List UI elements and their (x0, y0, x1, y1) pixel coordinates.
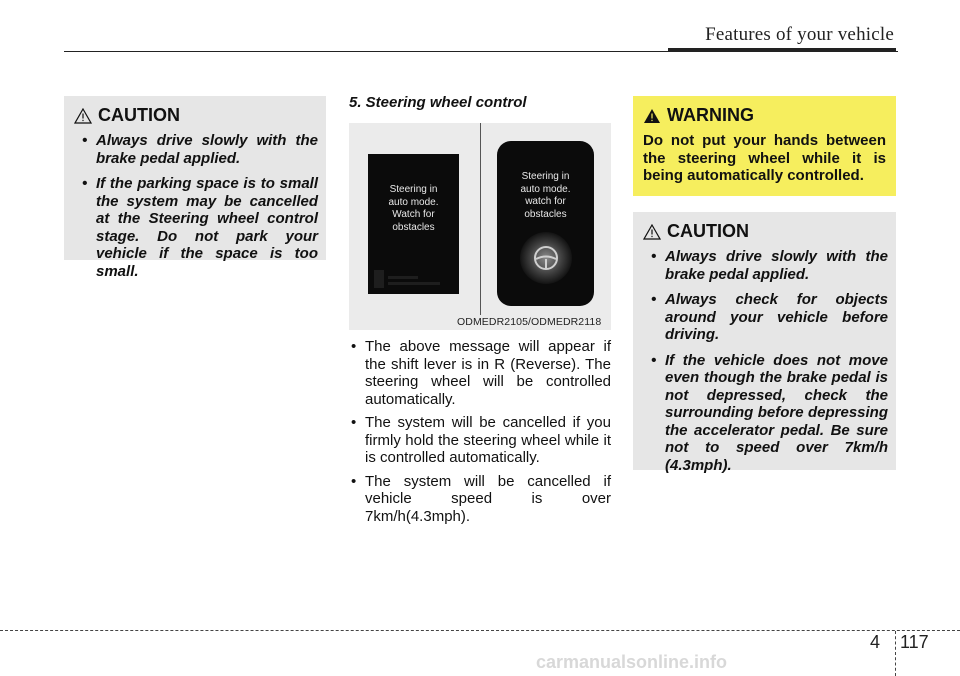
gauge-graphic-icon (372, 266, 455, 290)
chapter-number: 4 (870, 632, 881, 652)
body-list-item: • The above message will appear if the shift lever is in R (Reverse). The steering wheel will be controlled automatically. (349, 338, 611, 408)
cluster-display-right-text (497, 171, 594, 221)
display-line: auto mode. (388, 196, 439, 208)
body-list-item: • The system will be cancelled if you firmly hold the steering wheel while it is controlled automatically. (349, 414, 611, 467)
caution-item: • Always check for objects around your vehicle before driving. (643, 291, 888, 344)
caution-box-right (633, 212, 896, 474)
page-header-title: Features of your vehicle (705, 24, 894, 45)
display-line: obstacles (524, 208, 567, 220)
watermark: carmanualsonline.info (536, 652, 728, 672)
warning-text: Do not put your hands between the steering wheel while it is being automatically controlled. (643, 132, 886, 184)
display-line: Steering in (389, 184, 438, 195)
caution-triangle-icon (74, 108, 92, 124)
display-line: auto mode. (520, 183, 571, 195)
cluster-display-left-text (368, 184, 459, 234)
caution-item: • If the vehicle does not move even though the brake pedal is not depressed, check the surrounding before depressing the accelerator pedal. Be sure not to speed over 7km/h (4.3mph). (643, 352, 888, 475)
caution-title-row (74, 105, 318, 126)
caution-title: CAUTION (98, 105, 180, 125)
figure-divider (480, 123, 481, 315)
caution-title: CAUTION (667, 221, 749, 241)
caution-list (74, 132, 318, 280)
header-rule-accent (668, 48, 896, 52)
display-line: obstacles (392, 221, 435, 233)
footer-rule (0, 630, 960, 631)
section-title: 5. Steering wheel control (349, 94, 527, 111)
body-list (349, 338, 611, 531)
caution-item: • Always drive slowly with the brake pedal applied. (74, 132, 318, 167)
footer-divider (895, 631, 896, 676)
caution-item: • Always drive slowly with the brake pedal applied. (643, 248, 888, 283)
figure-caption: ODMEDR2105/ODMEDR2118 (457, 316, 602, 328)
caution-title-row (643, 221, 888, 242)
warning-title-row (643, 105, 886, 126)
warning-box (633, 96, 896, 196)
steering-wheel-icon (520, 232, 572, 284)
display-line: watch for (525, 196, 566, 207)
display-line: Steering in (521, 171, 570, 182)
warning-title: WARNING (667, 105, 754, 125)
caution-triangle-icon (643, 224, 661, 240)
display-line: Watch for (392, 209, 435, 220)
cluster-display-left-gauge (372, 266, 455, 290)
body-list-item: • The system will be cancelled if vehicle speed is over 7km/h(4.3mph). (349, 473, 611, 526)
caution-box-left (64, 96, 326, 280)
caution-list (643, 248, 888, 474)
page-number: 117 (900, 632, 929, 652)
warning-triangle-icon (643, 108, 661, 124)
caution-item: • If the parking space is to small the system may be cancelled at the Steering wheel control stage. Do not park your vehicle if the space is too small. (74, 175, 318, 280)
